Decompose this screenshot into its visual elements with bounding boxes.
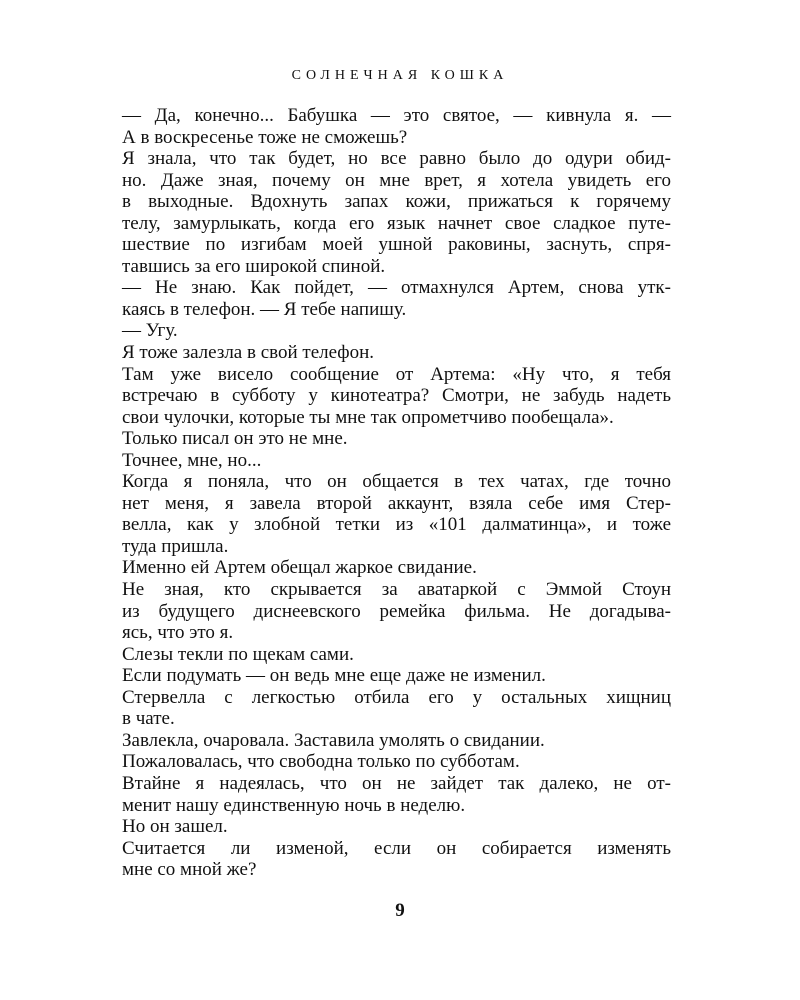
text-line: Когда я поняла, что он общается в тех чатах, где точно (122, 471, 671, 493)
text-line: в выходные. Вдохнуть запах кожи, прижаться к горячему (122, 191, 671, 213)
text-line: Но он зашел. (122, 816, 228, 838)
text-line: Считается ли изменой, если он собирается изменять (122, 837, 671, 859)
text-line: свои чулочки, которые ты мне так опрометчиво пообещала». (122, 406, 614, 428)
text-line: Стервелла с легкостью отбила его у остальных хищниц (122, 686, 671, 708)
text-line: Там уже висело сообщение от Артема: «Ну что, я тебя (122, 363, 671, 385)
text-line: Точнее, мне, но... (122, 449, 262, 471)
text-line: — Да, конечно... Бабушка — это святое, — кивнула я. — (122, 105, 671, 126)
text-line: Не зная, кто скрывается за аватаркой с Эммой Стоун (122, 579, 671, 601)
text-line: мне со мной же? (122, 859, 257, 881)
text-line: каясь в телефон. — Я тебе напишу. (122, 298, 407, 320)
text-line: Втайне я надеялась, что он не зайдет так далеко, не от- (122, 772, 671, 794)
text-line: телу, замурлыкать, когда его язык начнет свое сладкое путе- (122, 212, 671, 234)
text-line: ясь, что это я. (122, 622, 234, 644)
text-line: тавшись за его широкой спиной. (122, 255, 386, 277)
text-line: Только писал он это не мне. (122, 428, 348, 450)
text-line: менит нашу единственную ночь в неделю. (122, 794, 466, 816)
text-line: встречаю в субботу у кинотеатра? Смотри, не забудь надеть (122, 385, 671, 407)
text-line: но. Даже зная, почему он мне врет, я хотела увидеть его (122, 169, 671, 191)
text-line: велла, как у злобной тетки из «101 далматинца», и тоже (122, 514, 671, 536)
body-text (122, 105, 671, 881)
text-line: Именно ей Артем обещал жаркое свидание. (122, 557, 477, 579)
text-line: Я тоже залезла в свой телефон. (122, 342, 375, 364)
page-number: 9 (395, 900, 405, 921)
text-line: А в воскресенье тоже не сможешь? (122, 126, 408, 148)
text-line: нет меня, я завела второй аккаунт, взяла себе имя Стер- (122, 492, 671, 514)
text-line: в чате. (122, 708, 175, 730)
text-line: Если подумать — он ведь мне еще даже не изменил. (122, 665, 546, 687)
text-line: Завлекла, очаровала. Заставила умолять о свидании. (122, 729, 545, 751)
text-line: шествие по изгибам моей ушной раковины, заснуть, спря- (122, 234, 671, 256)
text-line: из будущего диснеевского ремейка фильма. Не догадыва- (122, 600, 671, 622)
text-line: Я знала, что так будет, но все равно было до одури обид- (122, 148, 671, 170)
text-line: Слезы текли по щекам сами. (122, 643, 354, 665)
text-line: туда пришла. (122, 535, 229, 557)
text-line: — Не знаю. Как пойдет, — отмахнулся Артем, снова утк- (122, 277, 671, 299)
text-line: — Угу. (122, 320, 178, 342)
text-line: Пожаловалась, что свободна только по субботам. (122, 751, 520, 773)
running-head: СОЛНЕЧНАЯ КОШКА (291, 68, 509, 83)
